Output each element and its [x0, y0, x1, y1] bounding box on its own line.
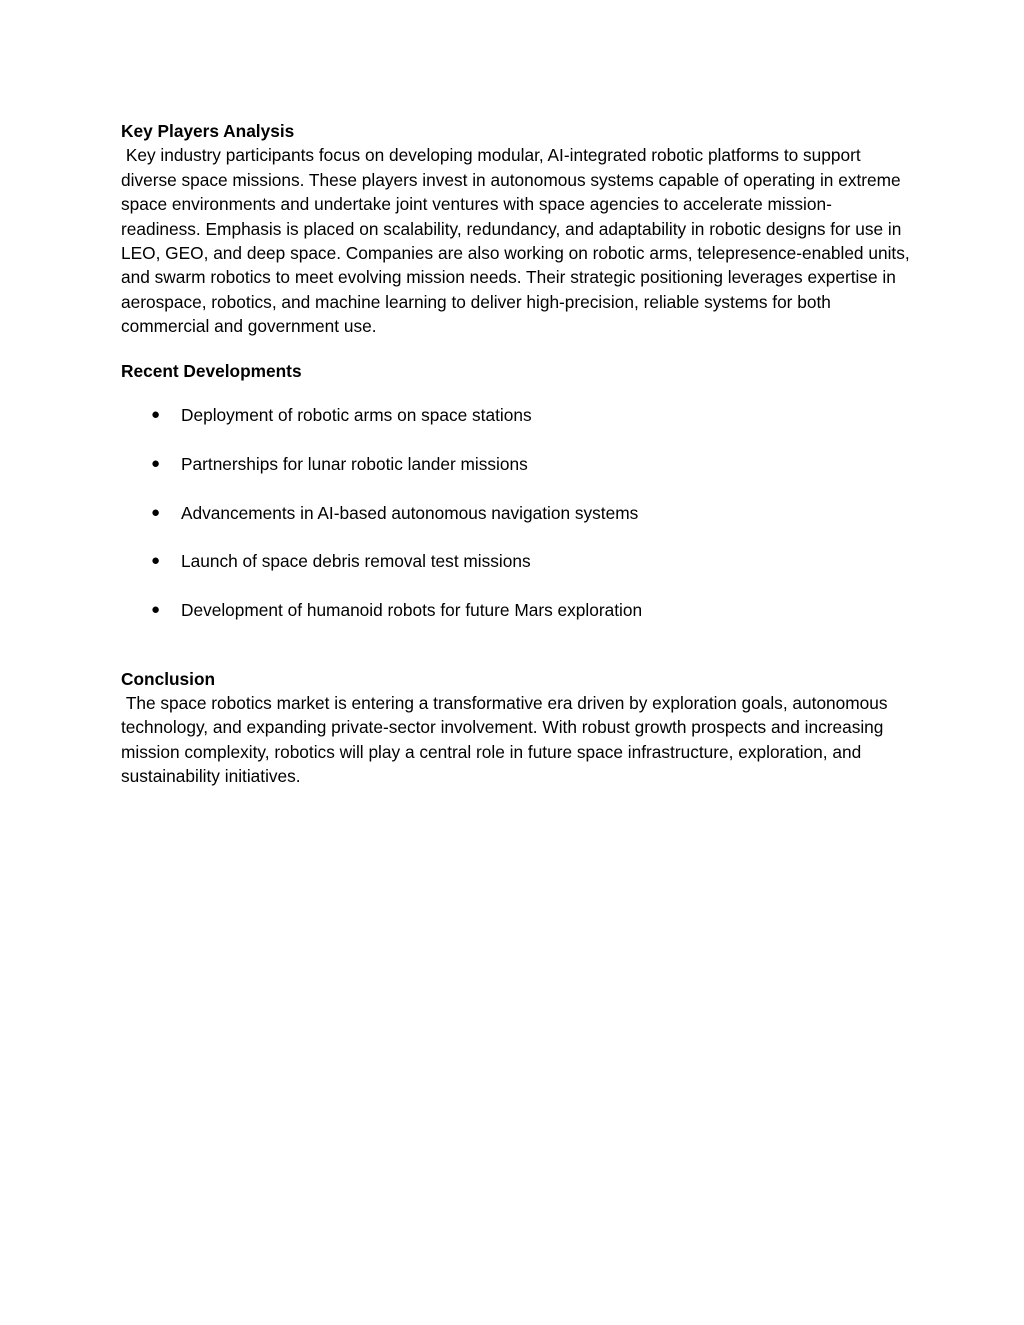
bullet-icon: ●	[151, 552, 161, 570]
list-item-text: Launch of space debris removal test missions	[181, 551, 531, 572]
recent-developments-heading: Recent Developments	[121, 360, 302, 381]
key-players-section	[121, 119, 915, 339]
list-item	[121, 501, 911, 525]
list-item	[121, 452, 911, 476]
key-players-heading: Key Players Analysis	[121, 121, 295, 141]
list-item-text: Deployment of robotic arms on space stations	[181, 405, 532, 426]
list-item-text: Advancements in AI-based autonomous navigation systems	[181, 502, 639, 523]
bullet-icon: ●	[151, 503, 161, 521]
list-item	[121, 598, 911, 622]
bullet-icon: ●	[151, 601, 161, 619]
bullet-icon: ●	[151, 406, 161, 424]
conclusion-heading: Conclusion	[121, 668, 216, 689]
list-item-text: Partnerships for lunar robotic lander missions	[181, 453, 528, 474]
recent-developments-section	[121, 359, 911, 623]
conclusion-section	[121, 667, 911, 789]
key-players-paragraph: Key industry participants focus on developing modular, AI-integrated robotic platforms to support diverse space missions. These players invest in autonomous systems capable of operating in extreme space environments and undertake joint ventures with space agencies to accelerate mission-readiness. Emphasis is placed on scalability, redundancy, and adaptability in robotic designs for use in LEO, GEO, and deep space. Companies are also working on robotic arms, telepresence-enabled units, and swarm robotics to meet evolving mission needs. Their strategic positioning leverages expertise in aerospace, robotics, and machine learning to deliver high-precision, reliable systems for both commercial and government use.	[121, 145, 915, 337]
list-item	[121, 549, 911, 573]
document-page	[121, 119, 915, 789]
conclusion-paragraph: The space robotics market is entering a transformative era driven by exploration goals, autonomous technology, and expanding private-sector involvement. With robust growth prospects and increasing mission complexity, robotics will play a central role in future space infrastructure, exploration, and sustainability initiatives.	[121, 693, 893, 787]
list-item	[121, 403, 911, 427]
bullet-icon: ●	[151, 454, 161, 472]
recent-developments-list	[121, 403, 911, 623]
list-item-text: Development of humanoid robots for future Mars exploration	[181, 600, 643, 621]
